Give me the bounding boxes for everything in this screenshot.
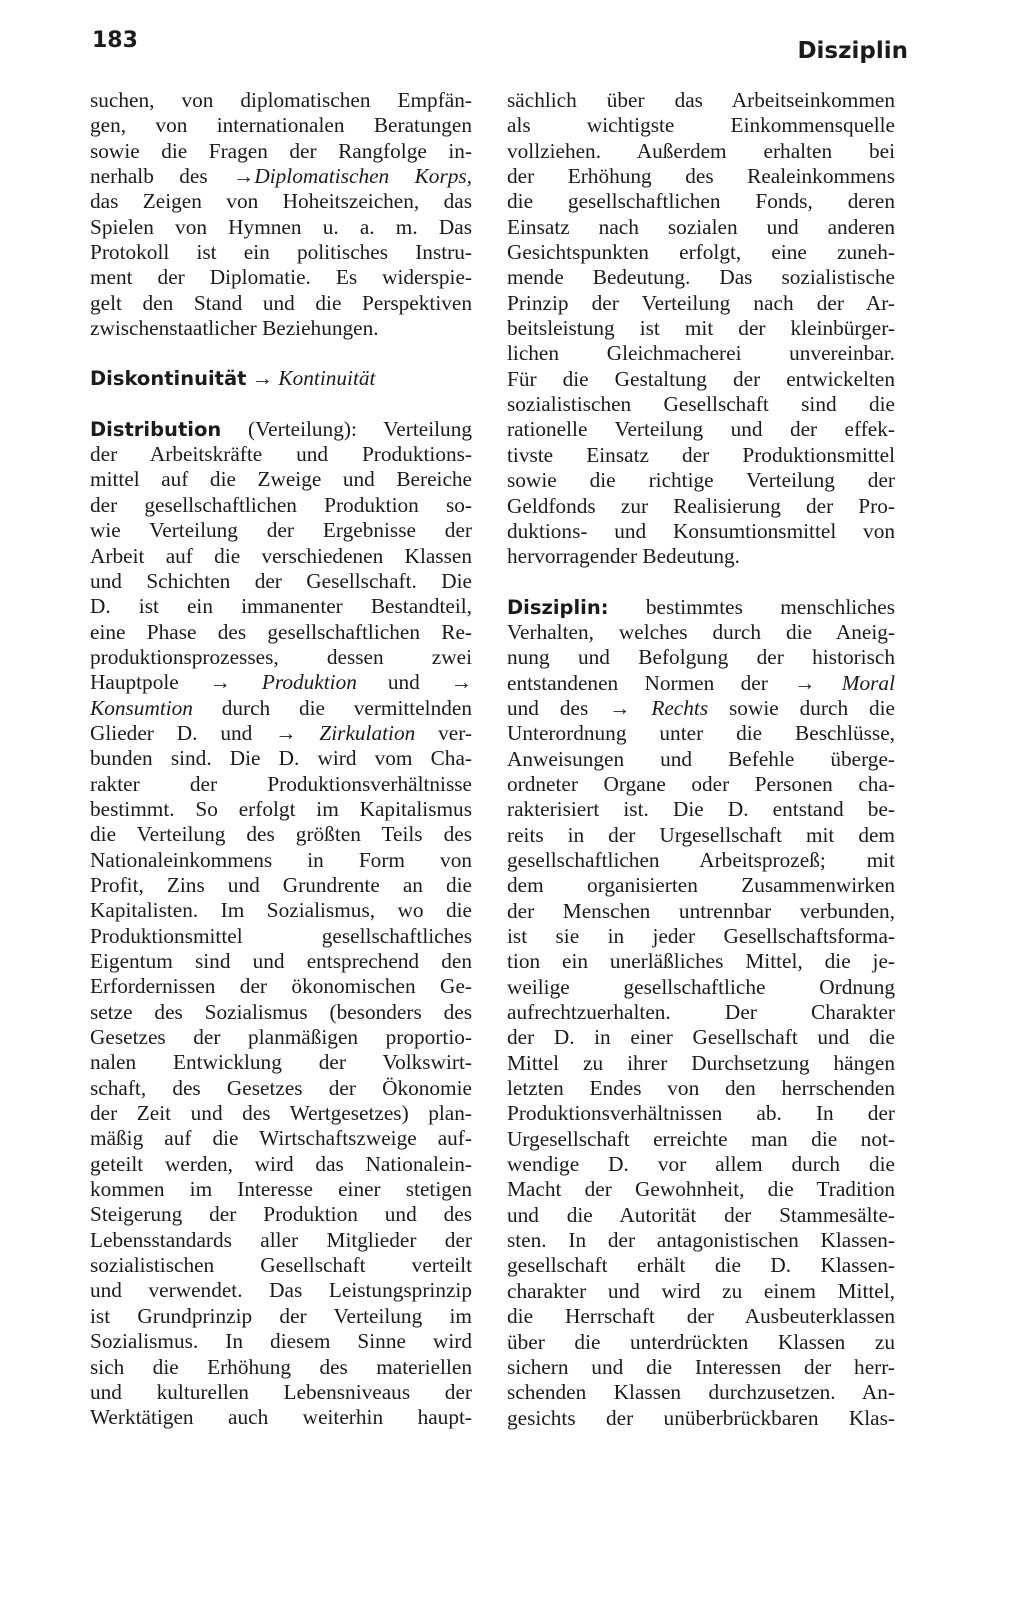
text-line: vollziehen. Außerdem erhalten bei xyxy=(507,138,895,163)
text-line: und verwendet. Das Leistungsprinzip xyxy=(90,1278,472,1303)
text-line: nung und Befolgung der historisch xyxy=(507,645,895,670)
text-line: bunden sind. Die D. wird vom Cha- xyxy=(90,746,472,771)
text-line: ordneter Organe oder Personen cha- xyxy=(507,771,895,796)
text-line: der Zeit und des Wertgesetzes) plan- xyxy=(90,1101,472,1126)
text-line: geteilt werden, wird das Nationalein- xyxy=(90,1151,472,1176)
text-line xyxy=(90,670,472,695)
text-line: die Herrschaft der Ausbeuterklassen xyxy=(507,1304,895,1329)
text-line: ment der Diplomatie. Es widerspie- xyxy=(90,265,472,290)
text-line: gesellschaft erhält die D. Klassen- xyxy=(507,1253,895,1278)
text-line: wie Verteilung der Ergebnisse der xyxy=(90,518,472,543)
text-line: als wichtigste Einkommensquelle xyxy=(507,113,895,138)
text-line: kommen im Interesse einer stetigen xyxy=(90,1177,472,1202)
text-line: über die unterdrückten Klassen zu xyxy=(507,1329,895,1354)
text-line: Kapitalisten. Im Sozialismus, wo die xyxy=(90,898,472,923)
headword: Distribution xyxy=(90,417,222,441)
entry-disziplin-first-line xyxy=(507,595,895,620)
text-line: Lebensstandards aller Mitglieder der xyxy=(90,1227,472,1252)
text-line: der D. in einer Gesellschaft und die xyxy=(507,1025,895,1050)
text-line: sowie die richtige Verteilung der xyxy=(507,468,895,493)
text-line: ist Grundprinzip der Verteilung im xyxy=(90,1303,472,1328)
text-fragment: sowie durch die xyxy=(708,695,896,720)
text-line: rationelle Verteilung und der effek- xyxy=(507,417,895,442)
text-line: D. ist ein immanenter Bestandteil, xyxy=(90,594,472,619)
text-line: charakter und wird zu einem Mittel, xyxy=(507,1278,895,1303)
text-line: duktions- und Konsumtionsmittel von xyxy=(507,518,895,543)
text-line: der gesellschaftlichen Produktion so- xyxy=(90,492,472,517)
text-line: beitsleistung ist mit der kleinbürger- xyxy=(507,316,895,341)
text-line: schaft, des Gesetzes der Ökonomie xyxy=(90,1075,472,1100)
text-line: gelt den Stand und die Perspektiven xyxy=(90,290,472,315)
text-line: mittel auf die Zweige und Bereiche xyxy=(90,467,472,492)
text-fragment: Glieder D. und xyxy=(90,720,276,745)
text-line: Eigentum sind und entsprechend den xyxy=(90,949,472,973)
text-line: und Schichten der Gesellschaft. Die xyxy=(90,568,472,593)
text-line: ist sie in jeder Gesellschaftsforma- xyxy=(507,924,895,948)
text-line: dem organisierten Zusammenwirken xyxy=(507,873,895,898)
text-line: Produktionsverhältnissen ab. In der xyxy=(507,1101,895,1126)
text-fragment: ver- xyxy=(415,720,473,745)
text-line: Mittel zu ihrer Durchsetzung hängen xyxy=(507,1050,895,1075)
text-line: Verhalten, welches durch die Aneig- xyxy=(507,619,895,644)
page-number: 183 xyxy=(92,28,138,53)
text-line: wendige D. vor allem durch die xyxy=(507,1152,895,1177)
text-line: und kulturellen Lebensniveaus der xyxy=(90,1379,472,1404)
text-line: Steigerung der Produktion und des xyxy=(90,1202,472,1227)
text-line: gesellschaftlichen Arbeitsprozeß; mit xyxy=(507,847,895,872)
text-line: rakter der Produktionsverhältnisse xyxy=(90,771,472,796)
text-line: nalen Entwicklung der Volkswirt- xyxy=(90,1050,472,1075)
running-head: Disziplin xyxy=(797,38,908,64)
text-line: der Erhöhung des Realeinkommens xyxy=(507,164,895,189)
cross-reference-produktion[interactable]: Produktion xyxy=(261,670,357,695)
text-fragment: bestimmtes menschliches xyxy=(608,594,895,619)
text-line: Anweisungen und Befehle überge- xyxy=(507,746,895,771)
text-line: schenden Klassen durchzusetzen. An- xyxy=(507,1380,895,1405)
cross-reference-kontinuitaet[interactable]: Kontinuität xyxy=(278,366,376,391)
text-line: Sozialismus. In diesem Sinne wird xyxy=(90,1329,472,1354)
cross-reference-diplomatisches-korps[interactable]: Diplomatischen Korps, xyxy=(254,164,473,189)
text-fragment: und xyxy=(356,670,451,695)
text-line: sozialistischen Gesellschaft sind die xyxy=(507,392,895,417)
text-line: eine Phase des gesellschaftlichen Re- xyxy=(90,619,472,644)
cross-reference-arrow: → xyxy=(450,670,472,695)
text-line: das Zeigen von Hoheitszeichen, das xyxy=(90,189,472,214)
text-line: bestimmt. So erfolgt im Kapitalismus xyxy=(90,796,472,821)
right-column xyxy=(507,88,895,1431)
text-line: mende Bedeutung. Das sozialistische xyxy=(507,265,895,290)
text-line: Prinzip der Verteilung nach der Ar- xyxy=(507,290,895,315)
text-line: mäßig auf die Wirtschaftszweige auf- xyxy=(90,1126,472,1151)
text-line: Nationaleinkommens in Form von xyxy=(90,847,472,872)
cross-reference-arrow: → xyxy=(209,670,231,695)
text-line: Geldfonds zur Realisierung der Pro- xyxy=(507,493,895,518)
text-line: Spielen von Hymnen u. a. m. Das xyxy=(90,214,472,239)
text-line: der Menschen untrennbar verbunden, xyxy=(507,898,895,923)
text-line: die Verteilung des größten Teils des xyxy=(90,822,472,847)
text-line: Macht der Gewohnheit, die Tradition xyxy=(507,1177,895,1202)
text-line xyxy=(90,164,472,189)
text-line: Urgesellschaft erreichte man die not- xyxy=(507,1126,895,1151)
text-line xyxy=(90,696,472,721)
text-line: die gesellschaftlichen Fonds, deren xyxy=(507,189,895,214)
entry-diskontinuitaet xyxy=(90,366,472,391)
text-line: Werktätigen auch weiterhin haupt- xyxy=(90,1405,472,1430)
cross-reference-arrow: → xyxy=(233,164,255,189)
text-fragment: nerhalb des xyxy=(90,164,234,189)
text-line: gen, von internationalen Beratungen xyxy=(90,113,472,138)
text-fragment: Hauptpole xyxy=(90,670,210,695)
text-line: und die Autorität der Stammesälte- xyxy=(507,1202,895,1227)
text-line: Gesichtspunkten erfolgt, eine zuneh- xyxy=(507,240,895,265)
text-line: Produktionsmittel gesellschaftliches xyxy=(90,923,472,948)
text-line: sozialistischen Gesellschaft verteilt xyxy=(90,1253,472,1278)
text-line: setze des Sozialismus (besonders des xyxy=(90,999,472,1024)
text-line: tion ein unerläßliches Mittel, die je- xyxy=(507,949,895,974)
text-line: zwischenstaatlicher Beziehungen. xyxy=(90,316,379,341)
text-fragment: und des xyxy=(507,695,610,720)
text-line xyxy=(507,671,895,696)
text-line: Für die Gestaltung der entwickelten xyxy=(507,366,895,391)
text-line xyxy=(507,696,895,721)
text-line: produktionsprozesses, dessen zwei xyxy=(90,644,472,669)
text-line: Unterordnung unter die Beschlüsse, xyxy=(507,721,895,746)
text-fragment: (Verteilung): Verteilung xyxy=(221,416,472,441)
text-line: sowie die Fragen der Rangfolge in- xyxy=(90,138,472,163)
text-line: gesichts der unüberbrückbaren Klas- xyxy=(507,1405,895,1430)
text-line xyxy=(90,721,472,746)
text-line: sich die Erhöhung des materiellen xyxy=(90,1354,472,1379)
cross-reference-arrow: → xyxy=(609,695,631,720)
cross-reference-arrow: → xyxy=(794,670,816,695)
text-line: Gesetzes der planmäßigen proportio- xyxy=(90,1025,472,1050)
cross-reference-arrow: → xyxy=(275,720,297,745)
cross-reference-konsumtion[interactable]: Konsumtion xyxy=(90,695,193,720)
text-line: der Arbeitskräfte und Produktions- xyxy=(90,442,472,467)
text-line: sichern und die Interessen der herr- xyxy=(507,1354,895,1379)
text-line: sächlich über das Arbeitseinkommen xyxy=(507,88,895,112)
text-line: Einsatz nach sozialen und anderen xyxy=(507,214,895,239)
text-fragment: durch die vermittelnden xyxy=(192,695,472,720)
headword: Diskontinuität xyxy=(90,367,247,391)
text-line: lichen Gleichmacherei unvereinbar. xyxy=(507,341,895,366)
text-line: hervorragender Bedeutung. xyxy=(507,544,740,569)
text-line: reits in der Urgesellschaft mit dem xyxy=(507,822,895,847)
text-line: Protokoll ist ein politisches Instru- xyxy=(90,240,472,265)
text-line: tivste Einsatz der Produktionsmittel xyxy=(507,442,895,467)
text-fragment: entstandenen Normen der xyxy=(507,670,795,695)
cross-reference-recht[interactable]: Rechts xyxy=(651,695,709,720)
cross-reference-moral[interactable]: Moral xyxy=(841,670,895,695)
text-line: Profit, Zins und Grundrente an die xyxy=(90,872,472,897)
text-line: Arbeit auf die verschiedenen Klassen xyxy=(90,543,472,568)
cross-reference-zirkulation[interactable]: Zirkulation xyxy=(319,720,416,745)
text-line: weilige gesellschaftliche Ordnung xyxy=(507,974,895,999)
entry-distribution-first-line xyxy=(90,417,472,442)
text-line: letzten Endes von den herrschenden xyxy=(507,1076,895,1101)
text-line: sten. In der antagonistischen Klassen- xyxy=(507,1228,895,1253)
text-line: Erfordernissen der ökonomischen Ge- xyxy=(90,974,472,999)
left-column xyxy=(90,88,472,1431)
headword: Disziplin: xyxy=(507,595,609,619)
text-line: suchen, von diplomatischen Empfän- xyxy=(90,88,472,112)
text-line: aufrechtzuerhalten. Der Charakter xyxy=(507,1000,895,1025)
text-line: rakterisiert ist. Die D. entstand be- xyxy=(507,797,895,822)
cross-reference-arrow: → xyxy=(251,366,274,391)
